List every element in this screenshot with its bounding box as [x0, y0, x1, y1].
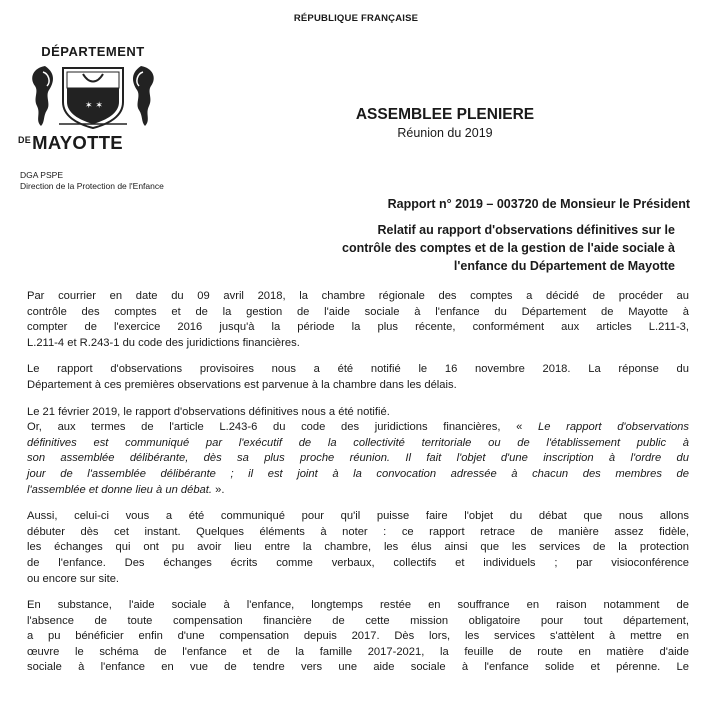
quote-line: définitives est communiqué par l'exécutif de la collectivité territoriale ou de l'établissement public à [27, 436, 689, 449]
objet-line: Relatif au rapport d'observations définitives sur le [377, 223, 675, 237]
quote-line: son assemblée délibérante, dès sa plus proche réunion. Il fait l'objet d'une inscription à l'ordre du [27, 452, 689, 465]
text-line: Département à ces premières observations est parvenue à la chambre dans les délais. [27, 378, 457, 391]
paragraph-4 [27, 509, 689, 587]
text-line: œuvre le schéma de l'enfance et de la famille 2017-2021, la feuille de route en matière d'aide [27, 645, 689, 658]
objet-line: l'enfance du Département de Mayotte [453, 259, 675, 273]
text-line: Aussi, celui-ci vous a été communiqué pour qu'il puisse faire l'objet du débat que nous allons [27, 510, 689, 523]
assembly-subtitle: Réunion du 2019 [397, 126, 493, 140]
text-line: Le rapport d'observations provisoires nous a été notifié le 16 novembre 2018. La réponse du [27, 363, 689, 376]
text-line: Par courrier en date du 09 avril 2018, la chambre régionale des comptes a décidé de procéder au [27, 290, 689, 302]
text-line: débuter dès cet instant. Quelques éléments à noter : ce rapport retrace de manière assez fidèle, [27, 525, 689, 538]
text-line: ou encore sur site. [27, 572, 120, 585]
logo-top-text: DÉPARTEMENT [41, 44, 145, 59]
assembly-title: ASSEMBLEE PLENIERE [355, 106, 535, 123]
paragraph-1 [27, 289, 689, 351]
quote-segment: Le rapport d'observations [537, 421, 689, 434]
text-line: L.211-4 et R.243-1 du code des juridictions financières. [27, 336, 300, 349]
text-segment: ». [212, 483, 225, 496]
text-segment: Or, aux termes de l'article L.243-6 du code des juridictions financières, « [27, 421, 538, 434]
quote-segment: l'assemblée et donne lieu à un débat. [27, 483, 212, 496]
coat-of-arms-icon [23, 60, 163, 132]
paragraph-3 [27, 405, 689, 499]
text-line [27, 420, 689, 436]
text-line: de l'enfance. Des échanges écrits comme verbaux, collectifs et individuels ; par visioconférence [27, 556, 689, 569]
assembly-block [300, 106, 590, 140]
logo-mayotte-text: MAYOTTE [32, 132, 123, 153]
logo-de-text: DE [18, 135, 32, 145]
text-line: En substance, l'aide sociale à l'enfance, longtemps restée en souffrance en raison notamment de [27, 599, 689, 612]
text-line: compter de l'exercice 2016 jusqu'à la période la plus récente, conformément aux articles L.211-3, [27, 321, 689, 334]
paragraph-5 [27, 598, 689, 676]
text-line: Le 21 février 2019, le rapport d'observations définitives nous a été notifié. [27, 405, 390, 418]
direction-line: Direction de la Protection de l'Enfance [20, 181, 164, 191]
republic-header: RÉPUBLIQUE FRANÇAISE [293, 13, 419, 24]
rapport-title: Rapport n° 2019 – 003720 de Monsieur le Président [387, 197, 690, 211]
svg-text:✶ ✶: ✶ ✶ [85, 101, 103, 111]
quote-line: jour de l'assemblée délibérante ; il est joint à la convocation adressée à chacun des membres de [27, 467, 689, 480]
objet-line: contrôle des comptes et de la gestion de l'aide sociale à [342, 241, 675, 255]
text-line: sociale à l'enfance en vue de tendre vers une aide sociale à l'enfance solide et pérenne. Le [27, 661, 689, 674]
text-line [27, 483, 689, 499]
dga-line: DGA PSPE [20, 170, 63, 180]
direction-block [20, 170, 164, 192]
rapport-objet [230, 221, 675, 275]
document-body [27, 289, 689, 687]
text-line: contrôle des comptes et de la gestion de l'aide sociale à l'enfance du Département de Mayotte à [27, 305, 689, 318]
logo-bottom-text [18, 132, 168, 154]
department-logo [18, 44, 168, 156]
paragraph-2 [27, 362, 689, 393]
text-line: a pu bénéficier enfin d'une compensation depuis 2017. Dès lors, les services s'attèlent à mettre en [27, 630, 689, 643]
text-line: l'absence de toute compensation financière de cette mission obligatoire pour tout département, [27, 614, 689, 627]
text-line: les échanges qui ont pu avoir lieu entre la chambre, les élus ainsi que les services de la protection [27, 541, 689, 554]
